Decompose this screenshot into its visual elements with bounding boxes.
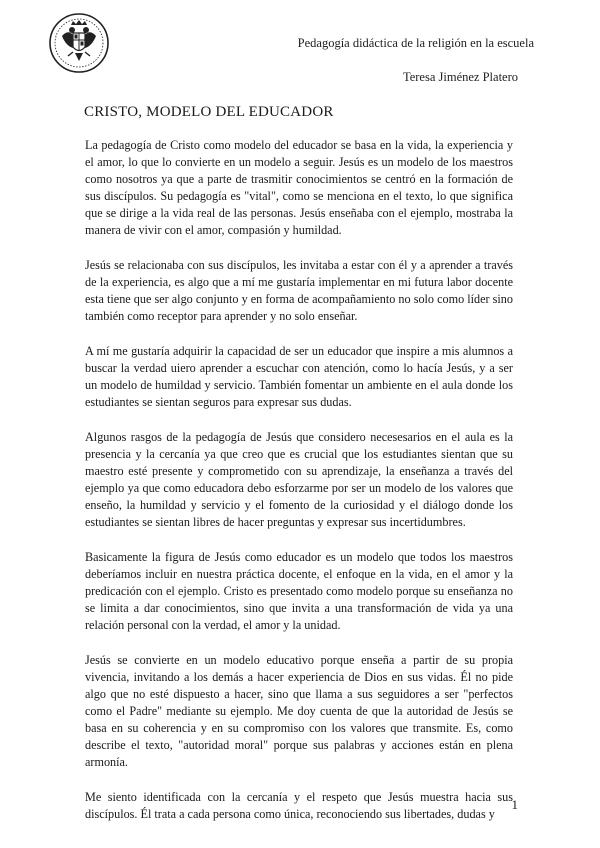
paragraph: Jesús se relacionaba con sus discípulos, les invitaba a estar con él y a aprender a través de la experiencia, es algo que a mí me gustaría implementar en mi futura labor docente esta tiene que ser algo conjunto y en forma de acompañamiento no solo como líder sino también como receptor para aprender y no solo enseñar. [85, 258, 513, 323]
paragraph: A mí me gustaría adquirir la capacidad de ser un educador que inspire a mis alumnos a buscar la verdad uiero aprender a escuchar con atención, como lo hacía Jesús, y a ser un modelo de humildad y servicio. También fomentar un ambiente en el aula donde los estudiantes se sientan seguros para expresar sus dudas. [85, 344, 513, 409]
paragraph: Jesús se convierte en un modelo educativo porque enseña a partir de su propia vivencia, invitando a los demás a hacer experiencia de Dios en sus vidas. Él no pide algo que no esté dispuesto a hacer, sino que llama a sus seguidores a ser "perfectos como el Padre" mediante su ejemplo. Me doy cuenta de que la autoridad de Jesús se basa en su coherencia y en su compromiso con los valores que transmite. Es, como describe el texto, "autoridad moral" porque sus palabras y acciones están en plena armonía. [85, 653, 513, 769]
document-title: CRISTO, MODELO DEL EDUCADOR [84, 104, 334, 120]
university-crest-icon [48, 12, 110, 74]
page-number: 1 [511, 797, 518, 812]
course-title: Pedagogía didáctica de la religión en la escuela [297, 36, 534, 50]
document-body [85, 137, 513, 841]
paragraph: La pedagogía de Cristo como modelo del educador se basa en la vida, la experiencia y el amor, lo que lo convierte en un modelo a seguir. Jesús es un modelo de los maestros como nosotros ya que a parte de trasmitir conocimientos se centró en la formación de sus discípulos. Su pedagogía es "vital", como se menciona en el texto, lo que significa que se dirige a la vida real de las personas. Jesús enseñaba con el ejemplo, mostraba la manera de vivir con el amor, compasión y humildad. [85, 138, 513, 237]
author-name: Teresa Jiménez Platero [402, 70, 518, 84]
paragraph: Me siento identificada con la cercanía y el respeto que Jesús muestra hacia sus discípulos. Él trata a cada persona como única, reconociendo sus libertades, dudas y [85, 790, 513, 821]
paragraph: Basicamente la figura de Jesús como educador es un modelo que todos los maestros deberíamos incluir en nuestra práctica docente, el enfoque en la vida, en el amor y la predicación con el ejemplo. Cristo es presentado como modelo porque su enseñanza no se limita a dar conocimientos, sino que invita a una transformación de vida ya una relación personal con la verdad, el amor y la unidad. [85, 550, 513, 632]
paragraph: Algunos rasgos de la pedagogía de Jesús que considero necesesarios en el aula es la presencia y la cercanía ya que creo que es crucial que los estudiantes sientan que su maestro esté presente y comprometido con su aprendizaje, la enseñanza a través del ejemplo ya que como educadora debo esforzarme por ser un modelo de los valores que enseño, la humildad y servicio y el fomento de la curiosidad y el diálogo donde los estudiantes se sientan libres de hacer preguntas y expresar sus incertidumbres. [85, 430, 513, 529]
